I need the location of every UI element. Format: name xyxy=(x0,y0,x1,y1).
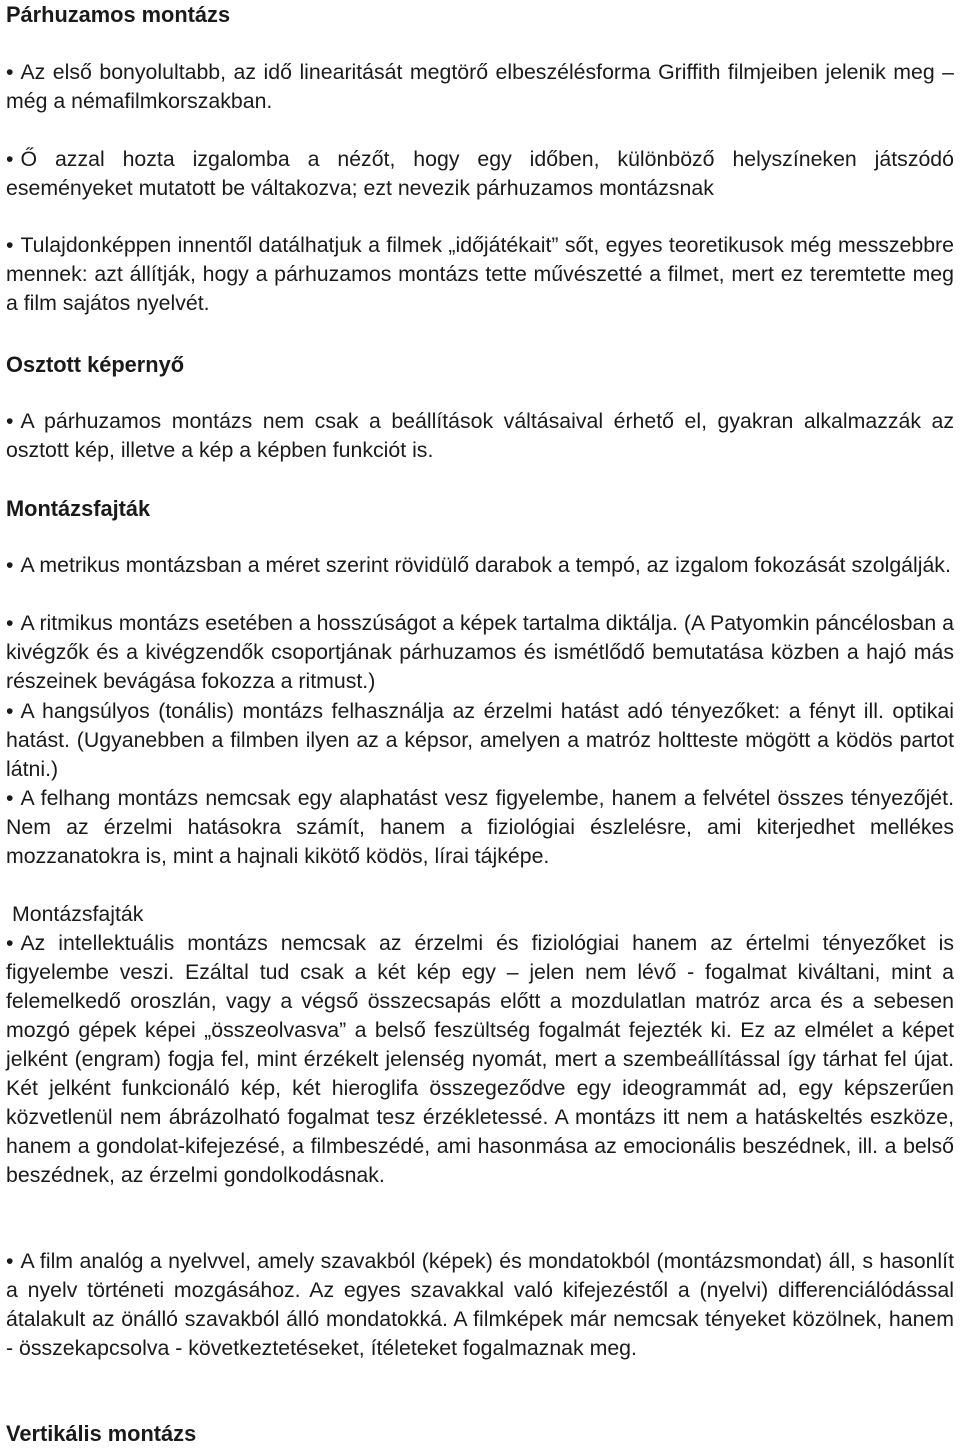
bullet-icon: • xyxy=(6,1249,14,1273)
paragraph-5 xyxy=(6,551,954,580)
paragraph-5-text: A metrikus montázsban a méret szerint rövidülő darabok a tempó, az izgalom fokozását szolgálják. xyxy=(20,553,951,577)
paragraph-8 xyxy=(6,784,954,871)
paragraph-7 xyxy=(6,697,954,784)
heading-montazsfajtak: Montázsfajták xyxy=(6,496,151,521)
paragraph-10-text: A film analóg a nyelvvel, amely szavakból (képek) és mondatokból (montázsmondat) áll, s hasonlít a nyelv történeti mozgásához. Az egyes szavakkal való kifejezéstől a (nyelvi) differenciálódással átalakult az önálló szavakból álló mondatokká. A filmképek már nemcsak tényeket közölnek, hanem - összekapcsolva - következtetéseket, ítéleteket fogalmaznak meg. xyxy=(6,1249,954,1360)
paragraph-6 xyxy=(6,609,954,696)
paragraph-1-text: Az első bonyolultabb, az idő linearitását megtörő elbeszélésforma Griffith filmjeiben jelenik meg – még a némafilmkorszakban. xyxy=(6,60,954,113)
bullet-icon: • xyxy=(6,931,14,955)
paragraph-4-text: A párhuzamos montázs nem csak a beállítások váltásaival érhető el, gyakran alkalmazzák az osztott kép, illetve a kép a képben funkciót is. xyxy=(6,409,954,462)
heading-montazsfajtak-plain: Montázsfajták xyxy=(12,902,144,926)
paragraph-10 xyxy=(6,1247,954,1363)
bullet-icon: • xyxy=(6,147,14,171)
paragraph-1 xyxy=(6,58,954,116)
bullet-icon: • xyxy=(6,553,14,577)
paragraph-9 xyxy=(6,929,954,1190)
paragraph-6-text: A ritmikus montázs esetében a hosszúságot a képek tartalma diktálja. (A Patyomkin páncélosban a kivégzők és a kivégzendők csoportjának párhuzamos és ismétlődő bemutatása közben a hajó más részeinek bevágása fokozza a ritmust.) xyxy=(6,611,954,693)
heading-osztott-kepernyo: Osztott képernyő xyxy=(6,352,185,377)
bullet-icon: • xyxy=(6,786,14,810)
paragraph-9-text: Az intellektuális montázs nemcsak az érzelmi és fiziológiai hanem az értelmi tényezőket is figyelembe veszi. Ezáltal tud csak a két kép egy – jelen nem lévő - fogalmat kiváltani, mint a felemelkedő oroszlán, vagy a végső összecsapás előtt a mozdulatlan matróz arca és a sebesen mozgó gépek képei „összeolvasva” a belső feszültség fogalmát fejezték ki. Ez az elmélet a képet jelként (engram) fogja fel, mint érzékelt jelenség nyomát, mert a szembeállítással így tárhat fel újat. Két jelként funkcionáló kép, két hieroglifa összegeződve egy ideogrammát ad, egy képszerűen közvetlenül nem ábrázolható fogalmat tesz érzékletessé. A montázs itt nem a hatáskeltés eszköze, hanem a gondolat-kifejezésé, a filmbeszédé, ami hasonmása az emocionális beszédnek, ill. a belső beszédnek, az érzelmi gondolkodásnak. xyxy=(6,931,954,1187)
bullet-icon: • xyxy=(6,60,14,84)
paragraph-3-text: Tulajdonképpen innentől datálhatjuk a filmek „időjátékait” sőt, egyes teoretikusok még messzebbre mennek: azt állítják, hogy a párhuzamos montázs tette művészetté a filmet, mert ez teremtette meg a film sajátos nyelvét. xyxy=(6,233,954,315)
heading-vertikalis-montazs: Vertikális montázs xyxy=(6,1421,197,1446)
heading-parhuzamos-montazs: Párhuzamos montázs xyxy=(6,2,231,27)
paragraph-2-text: Ő azzal hozta izgalomba a nézőt, hogy egy időben, különböző helyszíneken játszódó eseményeket mutatott be váltakozva; ezt nevezik párhuzamos montázsnak xyxy=(6,147,954,200)
paragraph-4 xyxy=(6,407,954,465)
bullet-icon: • xyxy=(6,699,14,723)
bullet-icon: • xyxy=(6,611,14,635)
paragraph-3 xyxy=(6,231,954,318)
paragraph-7-text: A hangsúlyos (tonális) montázs felhasználja az érzelmi hatást adó tényezőket: a fényt ill. optikai hatást. (Ugyanebben a filmben ilyen az a képsor, amelyen a matróz holtteste mögött a ködös partot látni.) xyxy=(6,699,954,781)
bullet-icon: • xyxy=(6,233,14,257)
paragraph-8-text: A felhang montázs nemcsak egy alaphatást vesz figyelembe, hanem a felvétel összes tényezőjét. Nem az érzelmi hatásokra számít, hanem a fiziológiai észlelésre, ami kiterjedhet mellékes mozzanatokra is, mint a hajnali kikötő ködös, lírai tájképe. xyxy=(6,786,954,868)
paragraph-2 xyxy=(6,145,954,203)
bullet-icon: • xyxy=(6,409,14,433)
